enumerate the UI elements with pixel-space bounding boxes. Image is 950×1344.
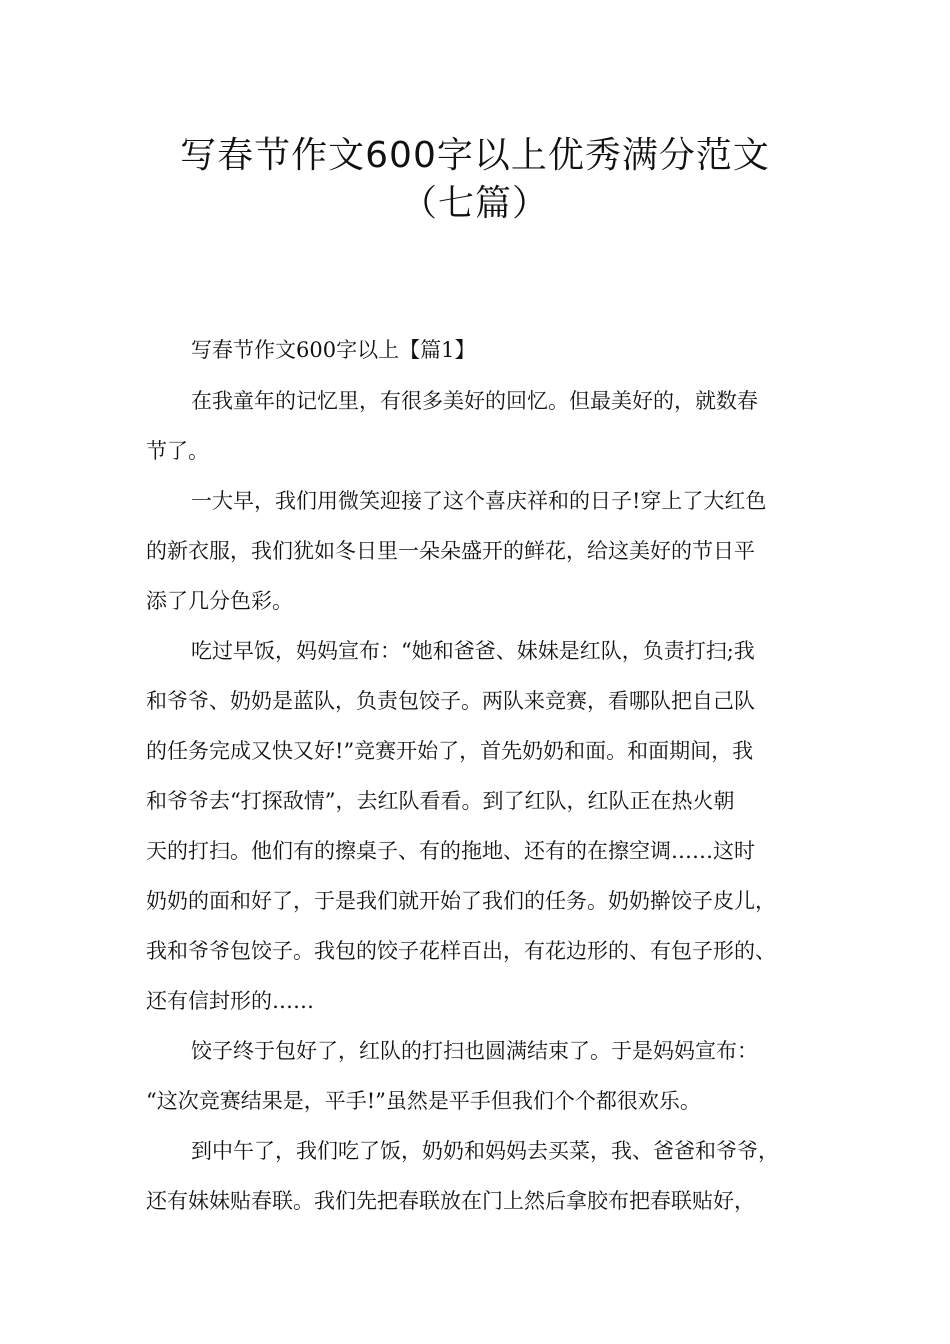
paragraph-line: “这次竞赛结果是，平手!”虽然是平手但我们个个都很欢乐。 (146, 1089, 701, 1113)
paragraph-line: 我和爷爷包饺子。我包的饺子花样百出，有花边形的、有包子形的、 (146, 939, 776, 963)
paragraph-line: 饺子终于包好了，红队的打扫也圆满结束了。于是妈妈宣布： (191, 1039, 758, 1063)
paragraph-line: 的新衣服，我们犹如冬日里一朵朵盛开的鲜花，给这美好的节日平 (146, 539, 755, 563)
paragraph-line: 节了。 (146, 439, 209, 463)
paragraph-line: 到中午了，我们吃了饭，奶奶和妈妈去买菜，我、爸爸和爷爷， (191, 1139, 779, 1163)
paragraph-line: 天的打扫。他们有的擦桌子、有的拖地、还有的在擦空调……这时 (146, 839, 755, 863)
paragraph-line: 的任务完成又快又好!”竞赛开始了，首先奶奶和面。和面期间，我 (146, 739, 754, 763)
paragraph-line: 还有妹妹贴春联。我们先把春联放在门上然后拿胶布把春联贴好， (146, 1189, 755, 1213)
paragraph-line: 和爷爷、奶奶是蓝队，负责包饺子。两队来竞赛，看哪队把自己队 (146, 689, 755, 713)
document-title-line2: （七篇） (400, 183, 549, 224)
paragraph-line: 还有信封形的…… (146, 989, 314, 1013)
paragraph-line: 添了几分色彩。 (146, 589, 293, 613)
paragraph-line: 在我童年的记忆里，有很多美好的回忆。但最美好的，就数春 (191, 389, 758, 413)
paragraph-line: 吃过早饭，妈妈宣布：“她和爸爸、妹妹是红队，负责打扫;我 (191, 639, 755, 663)
paragraph-line: 一大早，我们用微笑迎接了这个喜庆祥和的日子!穿上了大红色 (191, 489, 767, 513)
document-title-line1: 写春节作文600字以上优秀满分范文 (180, 135, 770, 176)
paragraph-line: 和爷爷去“打探敌情”，去红队看看。到了红队，红队正在热火朝 (146, 789, 735, 813)
section-heading: 写春节作文600字以上【篇1】 (191, 338, 476, 362)
paragraph-line: 奶奶的面和好了，于是我们就开始了我们的任务。奶奶擀饺子皮儿， (146, 889, 776, 913)
